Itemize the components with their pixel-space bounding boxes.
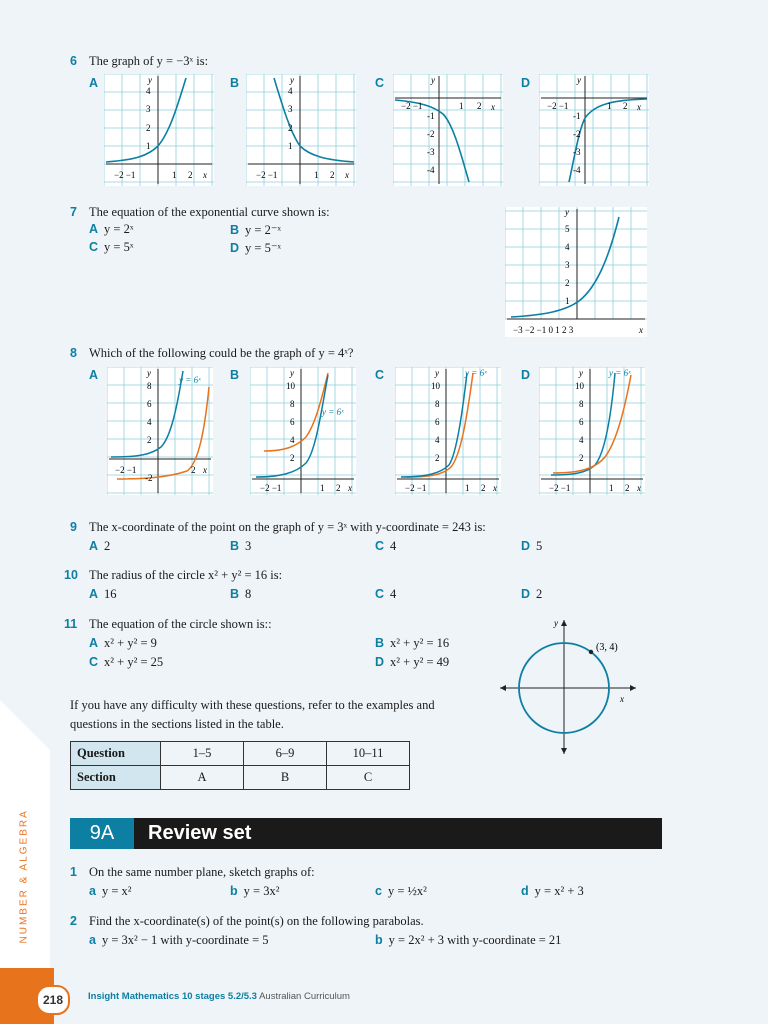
svg-text:1: 1 <box>314 170 319 180</box>
option-c: C y = 5ˣ <box>89 240 134 254</box>
svg-text:x: x <box>639 325 643 335</box>
svg-text:−2 −1: −2 −1 <box>405 483 427 493</box>
svg-text:10: 10 <box>286 381 295 391</box>
part-d: d y = x² + 3 <box>521 884 584 898</box>
svg-text:3: 3 <box>565 260 570 270</box>
option-c: C 4 <box>375 587 397 601</box>
curve <box>569 99 647 182</box>
svg-text:x: x <box>637 102 641 112</box>
svg-text:6: 6 <box>435 417 440 427</box>
difficulty-note-line2: questions in the sections listed in the table. <box>70 717 284 731</box>
option-letter: B <box>230 76 240 90</box>
question-text: The equation of the exponential curve shown is: <box>89 205 330 219</box>
svg-text:10: 10 <box>431 381 440 391</box>
question-text: On the same number plane, sketch graphs of: <box>89 865 315 879</box>
option-a: A y = 2ˣ <box>89 222 134 236</box>
graph-8b <box>250 367 356 495</box>
svg-text:−2 −1: −2 −1 <box>115 465 137 475</box>
svg-text:y: y <box>147 368 151 378</box>
svg-text:x: x <box>637 483 641 493</box>
graph-6c <box>393 74 503 186</box>
svg-text:-2: -2 <box>145 473 153 483</box>
table-cell: C <box>327 766 410 790</box>
svg-text:1: 1 <box>146 141 151 151</box>
svg-text:-4: -4 <box>427 165 435 175</box>
svg-text:3: 3 <box>146 104 151 114</box>
row-label: Question <box>71 742 161 766</box>
svg-text:4: 4 <box>290 435 295 445</box>
graph-6d <box>539 74 649 186</box>
svg-text:-1: -1 <box>427 111 435 121</box>
question-text: The radius of the circle x² + y² = 16 is: <box>89 568 283 582</box>
svg-text:y = 6ˣ: y = 6ˣ <box>179 375 201 385</box>
circle-diagram <box>498 616 638 756</box>
option-b: B y = 2⁻ˣ <box>230 223 282 237</box>
question-number: 9 <box>70 520 77 534</box>
svg-text:2: 2 <box>477 101 482 111</box>
option-d: D 5 <box>521 539 543 553</box>
option-a: A x² + y² = 9 <box>89 636 157 650</box>
svg-text:2: 2 <box>435 453 440 463</box>
svg-text:y: y <box>148 75 152 85</box>
footer-dots <box>0 997 36 998</box>
svg-text:-3: -3 <box>427 147 435 157</box>
graph-8d <box>539 367 645 495</box>
svg-text:-3: -3 <box>573 147 581 157</box>
svg-text:x: x <box>203 170 207 180</box>
svg-text:2: 2 <box>290 453 295 463</box>
svg-text:x: x <box>348 483 352 493</box>
part-a: a y = x² <box>89 884 132 898</box>
option-d: D 2 <box>521 587 543 601</box>
option-letter: C <box>375 76 385 90</box>
svg-text:4: 4 <box>565 242 570 252</box>
option-letter: D <box>521 76 531 90</box>
question-number: 2 <box>70 914 77 928</box>
question-number: 7 <box>70 205 77 219</box>
svg-text:-4: -4 <box>573 165 581 175</box>
option-c: C x² + y² = 25 <box>89 655 164 669</box>
svg-text:y: y <box>554 618 558 628</box>
table-cell: 10–11 <box>327 742 410 766</box>
table-row <box>71 742 410 766</box>
svg-text:x: x <box>203 465 207 475</box>
svg-text:1: 1 <box>565 296 570 306</box>
svg-text:6: 6 <box>579 417 584 427</box>
graph-6a <box>104 74 214 186</box>
question-number: 1 <box>70 865 77 879</box>
option-b: B 3 <box>230 539 252 553</box>
option-a: A 2 <box>89 539 111 553</box>
svg-text:2: 2 <box>481 483 486 493</box>
svg-text:y = 6ˣ: y = 6ˣ <box>465 368 487 378</box>
svg-text:6: 6 <box>290 417 295 427</box>
option-b: B 8 <box>230 587 252 601</box>
grid <box>395 367 501 495</box>
svg-text:4: 4 <box>147 417 152 427</box>
svg-text:x: x <box>491 102 495 112</box>
svg-text:2: 2 <box>188 170 193 180</box>
question-number: 8 <box>70 346 77 360</box>
book-title: Insight Mathematics 10 stages 5.2/5.3 <box>88 991 257 1002</box>
svg-text:y: y <box>290 75 294 85</box>
question-text: The graph of y = −3ˣ is: <box>89 54 209 68</box>
svg-text:8: 8 <box>290 399 295 409</box>
option-d: D x² + y² = 49 <box>375 655 450 669</box>
graph-8a <box>107 367 213 495</box>
svg-text:x: x <box>493 483 497 493</box>
question-text: The x-coordinate of the point on the graph of y = 3ˣ with y-coordinate = 243 is: <box>89 520 486 534</box>
svg-text:3: 3 <box>288 104 293 114</box>
page-number: 218 <box>36 985 70 1015</box>
svg-text:2: 2 <box>146 123 151 133</box>
svg-text:4: 4 <box>146 86 151 96</box>
svg-text:10: 10 <box>575 381 584 391</box>
svg-text:8: 8 <box>579 399 584 409</box>
svg-text:8: 8 <box>147 381 152 391</box>
svg-text:y = 6ˣ: y = 6ˣ <box>609 368 631 378</box>
difficulty-note-line1: If you have any difficulty with these questions, refer to the examples and <box>70 698 435 712</box>
option-letter: B <box>230 368 240 382</box>
graph-7 <box>505 207 647 337</box>
svg-text:4: 4 <box>288 86 293 96</box>
option-d: D y = 5⁻ˣ <box>230 241 282 255</box>
reference-table <box>70 741 410 790</box>
svg-text:1: 1 <box>465 483 470 493</box>
svg-text:5: 5 <box>565 224 570 234</box>
svg-text:2: 2 <box>579 453 584 463</box>
svg-text:−2 −1: −2 −1 <box>401 101 423 111</box>
svg-text:y: y <box>290 368 294 378</box>
svg-text:−2 −1: −2 −1 <box>260 483 282 493</box>
svg-text:−2 −1: −2 −1 <box>547 101 569 111</box>
table-row <box>71 766 410 790</box>
svg-text:2: 2 <box>336 483 341 493</box>
table-cell: 6–9 <box>244 742 327 766</box>
question-number: 11 <box>64 617 78 631</box>
svg-text:2: 2 <box>147 435 152 445</box>
svg-text:1: 1 <box>320 483 325 493</box>
svg-text:−2 −1: −2 −1 <box>256 170 278 180</box>
svg-text:y = 6ˣ: y = 6ˣ <box>322 407 344 417</box>
svg-text:−2 −1: −2 −1 <box>114 170 136 180</box>
svg-text:2: 2 <box>330 170 335 180</box>
svg-text:x: x <box>620 694 624 704</box>
svg-text:2: 2 <box>288 123 293 133</box>
grid <box>250 367 356 495</box>
svg-text:1: 1 <box>607 101 612 111</box>
graph-8c <box>395 367 501 495</box>
part-a: a y = 3x² − 1 with y-coordinate = 5 <box>89 933 269 947</box>
svg-text:(3, 4): (3, 4) <box>596 642 618 653</box>
svg-text:y: y <box>565 207 569 217</box>
svg-text:y: y <box>435 368 439 378</box>
side-section-label: NUMBER & ALGEBRA <box>18 809 30 944</box>
table-cell: 1–5 <box>161 742 244 766</box>
svg-text:y: y <box>579 368 583 378</box>
question-text: Find the x-coordinate(s) of the point(s) on the following parabolas. <box>89 914 424 928</box>
table-cell: A <box>161 766 244 790</box>
svg-text:2: 2 <box>191 465 196 475</box>
svg-text:8: 8 <box>435 399 440 409</box>
section-title: Review set <box>148 822 252 844</box>
part-b: b y = 2x² + 3 with y-coordinate = 21 <box>375 933 562 947</box>
option-letter: A <box>89 76 99 90</box>
svg-text:4: 4 <box>435 435 440 445</box>
section-code: 9A <box>70 818 134 849</box>
question-number: 6 <box>70 54 77 68</box>
curve <box>274 78 354 162</box>
curve-orange <box>553 375 631 473</box>
svg-text:4: 4 <box>579 435 584 445</box>
grid <box>107 367 213 495</box>
svg-text:-1: -1 <box>573 111 581 121</box>
svg-text:1: 1 <box>288 141 293 151</box>
curriculum-label: Australian Curriculum <box>259 991 350 1002</box>
svg-text:x: x <box>345 170 349 180</box>
graph-6b <box>246 74 356 186</box>
question-text: Which of the following could be the graph of y = 4ˣ? <box>89 346 354 360</box>
svg-text:1: 1 <box>459 101 464 111</box>
part-c: c y = ½x² <box>375 884 427 898</box>
svg-text:2: 2 <box>623 101 628 111</box>
part-b: b y = 3x² <box>230 884 280 898</box>
svg-text:-2: -2 <box>427 129 435 139</box>
grid <box>393 74 503 186</box>
svg-text:y: y <box>431 75 435 85</box>
grid <box>539 74 649 186</box>
svg-text:y: y <box>577 75 581 85</box>
row-label: Section <box>71 766 161 790</box>
svg-text:−3 −2 −1 0 1 2 3: −3 −2 −1 0 1 2 3 <box>513 325 574 335</box>
svg-text:2: 2 <box>565 278 570 288</box>
option-b: B x² + y² = 16 <box>375 636 450 650</box>
question-text: The equation of the circle shown is:: <box>89 617 272 631</box>
option-a: A 16 <box>89 587 117 601</box>
question-number: 10 <box>64 568 78 582</box>
svg-text:2: 2 <box>625 483 630 493</box>
review-set-banner <box>70 818 662 849</box>
svg-text:−2 −1: −2 −1 <box>549 483 571 493</box>
svg-text:-2: -2 <box>573 129 581 139</box>
table-cell: B <box>244 766 327 790</box>
option-c: C 4 <box>375 539 397 553</box>
svg-text:1: 1 <box>172 170 177 180</box>
option-letter: C <box>375 368 385 382</box>
option-letter: A <box>89 368 99 382</box>
option-letter: D <box>521 368 531 382</box>
svg-text:6: 6 <box>147 399 152 409</box>
point <box>589 650 593 654</box>
footer-text <box>88 991 350 1002</box>
svg-text:1: 1 <box>609 483 614 493</box>
